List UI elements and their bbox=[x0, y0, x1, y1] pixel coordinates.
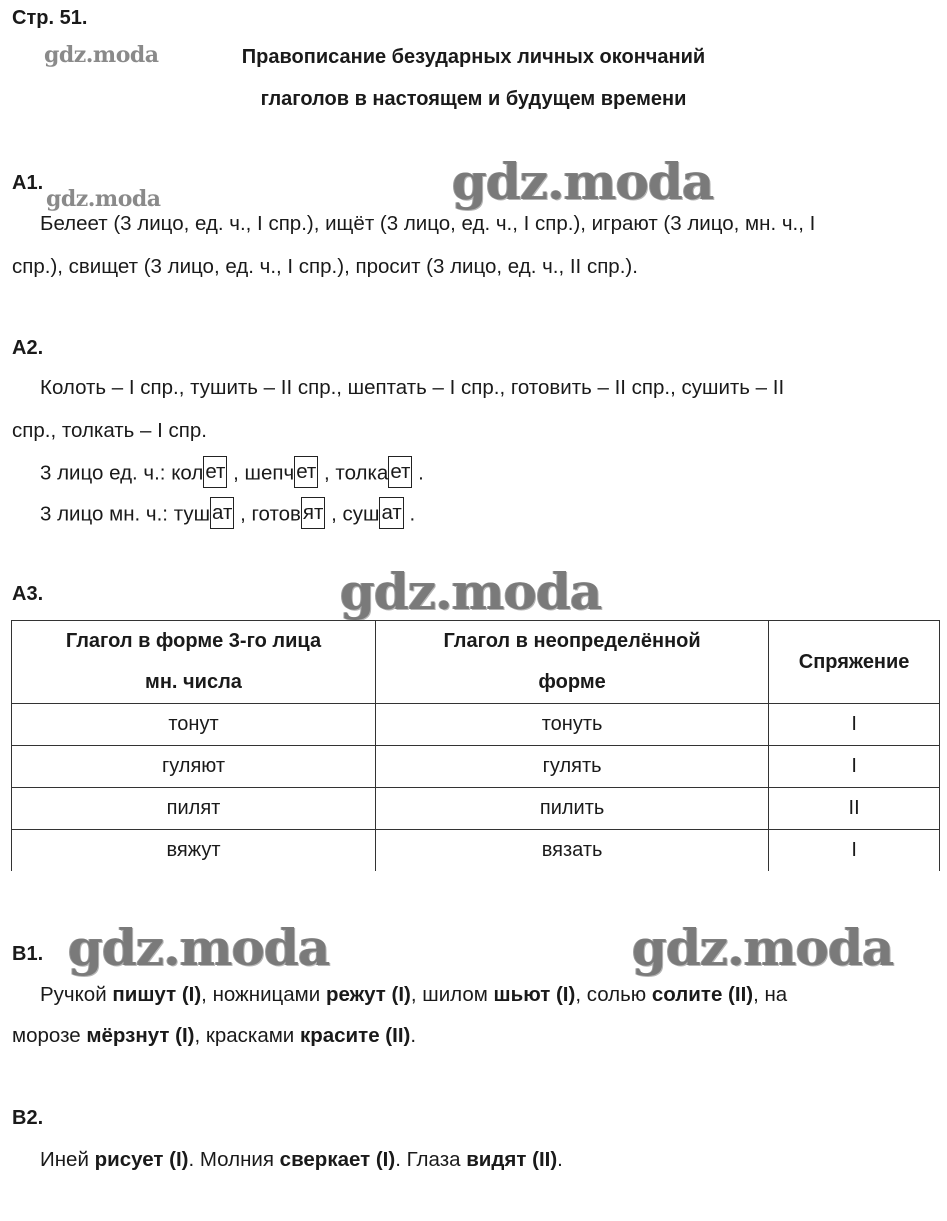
page-title-line-1: Правописание безударных личных окончаний bbox=[241, 46, 706, 68]
separator: , bbox=[318, 461, 336, 485]
verb-stem: шепч bbox=[244, 461, 295, 485]
ending-box: ет bbox=[203, 456, 227, 488]
ending-box: ат bbox=[379, 497, 403, 529]
ending-box: ет bbox=[388, 456, 412, 488]
plain-text: , солью bbox=[575, 983, 652, 1006]
watermark: gdz.moda bbox=[340, 562, 602, 621]
table-cell: I bbox=[769, 704, 940, 746]
table-cell: I bbox=[769, 746, 940, 788]
ending-box: ет bbox=[294, 456, 318, 488]
header-line: мн. числа bbox=[145, 671, 242, 693]
table-row bbox=[12, 746, 940, 788]
plain-text: , на bbox=[753, 983, 788, 1006]
a2-text-line-2: спр., толкать – I спр. bbox=[12, 419, 207, 442]
page-number: Стр. 51. bbox=[12, 7, 88, 29]
page-title-line-2: глаголов в настоящем и будущем времени bbox=[260, 88, 687, 110]
table-cell: вязать bbox=[375, 830, 768, 872]
verb-stem: толка bbox=[335, 461, 389, 485]
table-row bbox=[12, 788, 940, 830]
a1-text-line-2: спр.), свищет (3 лицо, ед. ч., I спр.), просит (3 лицо, ед. ч., II спр.). bbox=[12, 255, 638, 278]
separator: . bbox=[412, 461, 424, 485]
table-cell: тонут bbox=[12, 704, 376, 746]
table-cell: гуляют bbox=[12, 746, 376, 788]
a2-singular-prefix: 3 лицо ед. ч.: bbox=[40, 461, 172, 485]
plain-text: Ручкой bbox=[40, 983, 113, 1006]
table-cell: II bbox=[769, 788, 940, 830]
b1-text-line-2 bbox=[12, 1024, 416, 1048]
bold-verb: шьют (I) bbox=[493, 983, 576, 1006]
a2-text-line-1: Колоть – I спр., тушить – II спр., шептать – I спр., готовить – II спр., сушить – II bbox=[40, 376, 785, 399]
column-header-3rd-person bbox=[12, 621, 376, 704]
separator: . bbox=[403, 502, 416, 526]
bold-verb: солите (II) bbox=[651, 983, 754, 1006]
b2-text-line bbox=[40, 1148, 563, 1172]
ending-box: ат bbox=[210, 497, 234, 529]
conjugation-table bbox=[11, 620, 940, 871]
separator: , bbox=[234, 502, 252, 526]
a1-text-line-1: Белеет (3 лицо, ед. ч., I спр.), ищёт (3 лицо, ед. ч., I спр.), играют (3 лицо, мн. ч., I bbox=[40, 212, 816, 235]
plain-text: морозе bbox=[12, 1024, 87, 1047]
plain-text: , ножницами bbox=[201, 983, 326, 1006]
plain-text: Иней bbox=[40, 1148, 95, 1171]
column-header-conjugation: Спряжение bbox=[769, 621, 940, 704]
column-header-infinitive bbox=[375, 621, 768, 704]
table-row bbox=[12, 830, 940, 872]
verb-stem: туш bbox=[173, 502, 211, 526]
bold-verb: рисует (I) bbox=[94, 1148, 189, 1171]
table-header-row bbox=[12, 621, 940, 704]
a2-plural-line bbox=[40, 501, 415, 529]
table-row bbox=[12, 704, 940, 746]
header-line: форме bbox=[538, 671, 606, 693]
plain-text: . Глаза bbox=[395, 1148, 467, 1171]
table-cell: вяжут bbox=[12, 830, 376, 872]
watermark: gdz.moda bbox=[44, 42, 159, 68]
section-label-b2: В2. bbox=[12, 1107, 44, 1129]
a2-singular-line bbox=[40, 460, 424, 488]
watermark: gdz.moda bbox=[68, 918, 330, 977]
ending-box: ят bbox=[301, 497, 326, 529]
bold-verb: красите (II) bbox=[299, 1024, 411, 1047]
section-label-a1: А1. bbox=[12, 172, 44, 194]
plain-text: . bbox=[410, 1024, 417, 1047]
separator: , bbox=[227, 461, 245, 485]
bold-verb: пишут (I) bbox=[112, 983, 202, 1006]
watermark: gdz.moda bbox=[46, 186, 161, 212]
plain-text: . bbox=[557, 1148, 563, 1171]
verb-stem: суш bbox=[342, 502, 380, 526]
bold-verb: мёрзнут (I) bbox=[86, 1024, 195, 1047]
table-cell: пилить bbox=[375, 788, 768, 830]
watermark: gdz.moda bbox=[632, 918, 894, 977]
bold-verb: режут (I) bbox=[325, 983, 411, 1006]
header-line: Глагол в неопределённой bbox=[443, 630, 701, 652]
plain-text: , красками bbox=[194, 1024, 300, 1047]
plain-text: , шилом bbox=[410, 983, 494, 1006]
header-line: Глагол в форме 3-го лица bbox=[65, 630, 322, 652]
verb-stem: готов bbox=[251, 502, 301, 526]
section-label-b1: В1. bbox=[12, 943, 44, 965]
b1-text-line-1 bbox=[40, 983, 787, 1007]
table-cell: гулять bbox=[375, 746, 768, 788]
bold-verb: сверкает (I) bbox=[279, 1148, 396, 1171]
verb-stem: кол bbox=[171, 461, 204, 485]
section-label-a3: А3. bbox=[12, 583, 44, 605]
section-label-a2: А2. bbox=[12, 337, 44, 359]
table-cell: I bbox=[769, 830, 940, 872]
separator: , bbox=[325, 502, 343, 526]
a2-plural-prefix: 3 лицо мн. ч.: bbox=[40, 502, 174, 526]
watermark: gdz.moda bbox=[452, 152, 714, 211]
table-cell: тонуть bbox=[375, 704, 768, 746]
table-cell: пилят bbox=[12, 788, 376, 830]
bold-verb: видят (II) bbox=[466, 1148, 558, 1171]
plain-text: . Молния bbox=[188, 1148, 280, 1171]
